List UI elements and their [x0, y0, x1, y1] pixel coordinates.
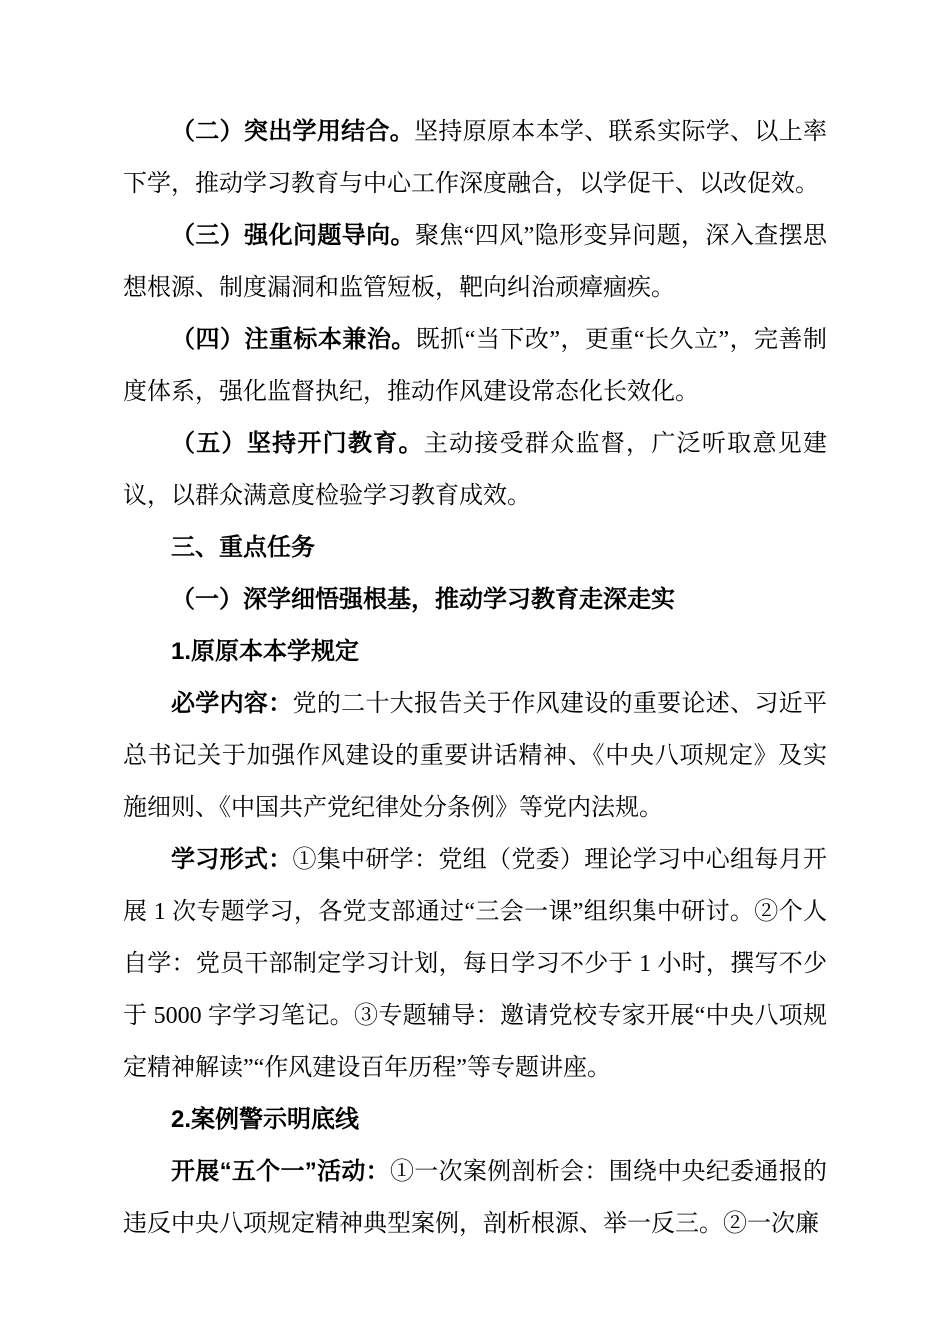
paragraph-lead: （三）强化问题导向。 [171, 222, 415, 249]
paragraph-required-content [123, 678, 827, 834]
paragraph-body: 坚持原原本本学、联系实际学、以上率下学，推动学习教育与中心工作深度融合，以学促干、以改促效。 [123, 119, 828, 197]
paragraph-item-4 [123, 314, 827, 418]
paragraph-lead: 必学内容： [171, 690, 293, 717]
paragraph-study-forms [123, 834, 827, 1094]
paragraph-item-2 [123, 106, 827, 210]
subsection-heading-deep-study: （一）深学细悟强根基，推动学习教育走深走实 [171, 586, 675, 613]
section-heading-key-tasks: 三、重点任务 [171, 534, 315, 561]
paragraph-body: 党的二十大报告关于作风建设的重要论述、习近平总书记关于加强作风建设的重要讲话精神、《中央八项规定》及实施细则、《中国共产党纪律处分条例》等党内法规。 [123, 691, 828, 821]
paragraph-body: 聚焦“四风”隐形变异问题，深入查摆思想根源、制度漏洞和监管短板，靶向纠治顽瘴痼疾。 [123, 223, 828, 301]
paragraph-body: 既抓“当下改”，更重“长久立”，完善制度体系，强化监督执纪，推动作风建设常态化长效化。 [123, 327, 828, 405]
paragraph-body: ①集中研学：党组（党委）理论学习中心组每月开展 1 次专题学习，各党支部通过“三会一课”组织集中研讨。②个人自学：党员干部制定学习计划，每日学习不少于 1 小时，撰写不少于 5000 字学习笔记。③专题辅导：邀请党校专家开展“中央八项规定精神解读”“作风建设百年历程”等专题讲座。 [123, 847, 828, 1081]
paragraph-five-ones-activities [123, 1146, 827, 1250]
paragraph-lead: （四）注重标本兼治。 [171, 326, 416, 353]
paragraph-lead: （五）坚持开门教育。 [171, 430, 424, 457]
paragraph-body: ①一次案例剖析会：围绕中央纪委通报的违反中央八项规定精神典型案例，剖析根源、举一反三。②一次廉 [123, 1159, 828, 1237]
paragraph-lead: （二）突出学用结合。 [171, 118, 415, 145]
paragraph-item-5 [123, 418, 827, 522]
paragraph-lead: 开展“五个一”活动： [171, 1158, 390, 1185]
paragraph-item-3 [123, 210, 827, 314]
paragraph-body: 主动接受群众监督，广泛听取意见建议，以群众满意度检验学习教育成效。 [123, 431, 828, 509]
item-heading-case-warning: 2.案例警示明底线 [171, 1106, 360, 1133]
item-heading-study-regulations: 1.原原本本学规定 [171, 638, 360, 665]
paragraph-lead: 学习形式： [171, 846, 293, 873]
